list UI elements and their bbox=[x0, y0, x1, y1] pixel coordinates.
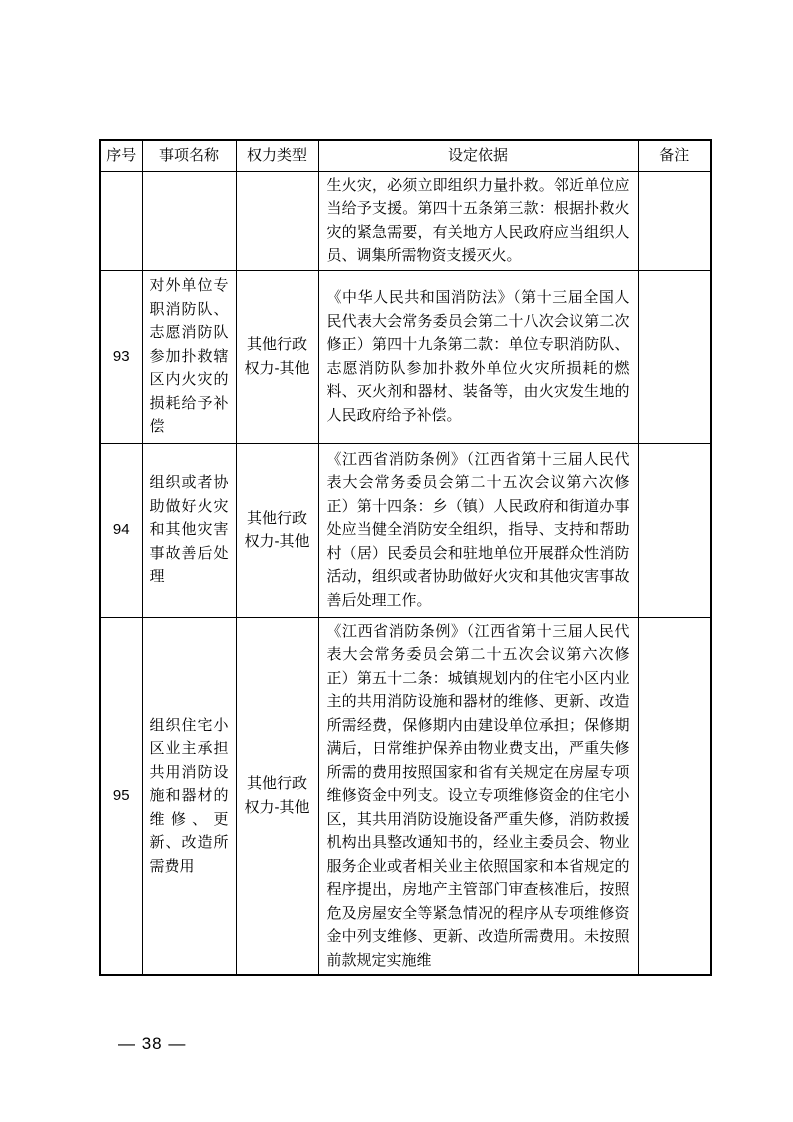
table-row-93 bbox=[100, 270, 711, 443]
column-header-seq: 序号 bbox=[100, 140, 142, 171]
cell-note bbox=[638, 617, 711, 975]
column-header-power-type: 权力类型 bbox=[236, 140, 318, 171]
cell-seq bbox=[100, 171, 142, 270]
cell-note bbox=[638, 443, 711, 617]
cell-seq: 95 bbox=[100, 617, 142, 975]
cell-power-type: 其他行政权力-其他 bbox=[236, 443, 318, 617]
cell-seq: 94 bbox=[100, 443, 142, 617]
cell-item-name: 对外单位专职消防队、志愿消防队参加扑救辖区内火灾的损耗给予补偿 bbox=[142, 270, 236, 443]
cell-item-name bbox=[142, 171, 236, 270]
page-number: — 38 — bbox=[118, 1034, 187, 1053]
table-row-95 bbox=[100, 617, 711, 975]
cell-item-name: 组织或者协助做好火灾和其他灾害事故善后处理 bbox=[142, 443, 236, 617]
column-header-note: 备注 bbox=[638, 140, 711, 171]
cell-power-type bbox=[236, 171, 318, 270]
table-row-94 bbox=[100, 443, 711, 617]
cell-note bbox=[638, 270, 711, 443]
table-row-continuation bbox=[100, 171, 711, 270]
cell-basis: 生火灾，必须立即组织力量扑救。邻近单位应当给予支援。第四十五条第三款：根据扑救火灾的紧急需要，有关地方人民政府应当组织人员、调集所需物资支援灭火。 bbox=[318, 171, 638, 270]
column-header-item-name: 事项名称 bbox=[142, 140, 236, 171]
cell-basis: 《江西省消防条例》（江西省第十三届人民代表大会常务委员会第二十五次会议第六次修正）第十四条：乡（镇）人民政府和街道办事处应当健全消防安全组织，指导、支持和帮助村（居）民委员会和驻地单位开展群众性消防活动，组织或者协助做好火灾和其他灾害事故善后处理工作。 bbox=[318, 443, 638, 617]
cell-power-type: 其他行政权力-其他 bbox=[236, 617, 318, 975]
cell-note bbox=[638, 171, 711, 270]
column-header-basis: 设定依据 bbox=[318, 140, 638, 171]
cell-basis: 《江西省消防条例》（江西省第十三届人民代表大会常务委员会第二十五次会议第六次修正）第五十二条：城镇规划内的住宅小区内业主的共用消防设施和器材的维修、更新、改造所需经费，保修期内由建设单位承担；保修期满后，日常维护保养由物业费支出，严重失修所需的费用按照国家和省有关规定在房屋专项维修资金中列支。设立专项维修资金的住宅小区，其共用消防设施设备严重失修，消防救援机构出具整改通知书的，经业主委员会、物业服务企业或者相关业主依照国家和本省规定的程序提出，房地产主管部门审查核准后，按照危及房屋安全等紧急情况的程序从专项维修资金中列支维修、更新、改造所需费用。未按照前款规定实施维 bbox=[318, 617, 638, 975]
cell-seq: 93 bbox=[100, 270, 142, 443]
cell-power-type: 其他行政权力-其他 bbox=[236, 270, 318, 443]
power-items-table bbox=[99, 139, 712, 976]
table-header-row bbox=[100, 140, 711, 171]
cell-basis: 《中华人民共和国消防法》（第十三届全国人民代表大会常务委员会第二十八次会议第二次修正）第四十九条第二款：单位专职消防队、志愿消防队参加扑救外单位火灾所损耗的燃料、灭火剂和器材、装备等，由火灾发生地的人民政府给予补偿。 bbox=[318, 270, 638, 443]
cell-item-name: 组织住宅小区业主承担共用消防设施和器材的维修、更新、改造所需费用 bbox=[142, 617, 236, 975]
